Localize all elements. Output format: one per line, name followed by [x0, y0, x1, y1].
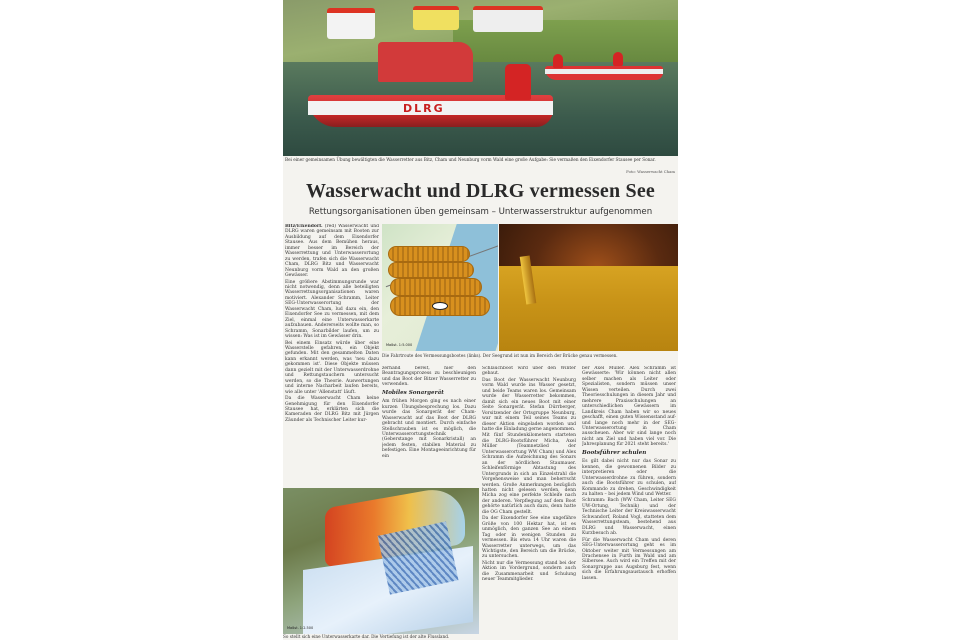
sonar-image [499, 224, 678, 351]
col1-para-4: Da die Wasserwacht Cham keine Genehmigung für den Eixendorfer Stausee hat, erklärten sich die Kameraden der DLRG Bitz mit Jürgen Zäunder als Technischer Leiter kur- [285, 396, 379, 423]
col1-para-2: Eine größere Abstimmungsrunde war nicht notwendig, denn alle beteiligten Wasserrettungsorganisationen waren motiviert. Alexander Schramm, Leiter SEG-Unterwasserortung der Wasserwacht Cham, lud dazu ein, den Eixendorfer See zu vermessen, mit dem Ziel, einmal eine Unterwasserkarte aufzubauen. Andererseits wollte man, so Schramm, Sonarbilder laufen, um zu wissen: Was ist im Gewässer drin. [285, 279, 379, 340]
col3-para-4: Da der Eixendorfer See eine ungefähre Größe von 100 Hektar hat, ist es unmöglich, den ganzen See an einem Tag oder in wenigen Stunden zu vermessen. Bis etwa 14 Uhr waren die Wasserretter unterwegs, um das Wichtigste, den Bereich um die Brücke, zu untersuchen. [482, 516, 576, 560]
column-2 [382, 366, 476, 488]
boat-small-stripe [545, 69, 663, 74]
subheadline: Rettungsorganisationen üben gemeinsam – Unterwasserstruktur aufgenommen [308, 207, 653, 217]
column-4 [582, 366, 676, 638]
underwater-map [283, 488, 479, 634]
section-heading-sonar: Mobiles Sonargerät [382, 389, 444, 396]
figure-caption: Die Fahrtroute des Vermessungsbootes (links). Der Seegrund ist nun im Bereich der Brücke genau vermessen. [382, 353, 618, 358]
col3-para-2: Das Boot der Wasserwacht Neunburg vorm Wald wurde ins Wasser gesetzt, und beide Teams waren los. Gemeinsam wurde der Wasserretter bekommen, damit sich ein neues Boot mit einer Seite Sonargerät. Stefan Dürrberger, Vorsitzender der Ortsgruppe Neunburg, war mit einem Teil seines Teams zu dieser Aktion eingeladen worden und hatte die Einladung gerne angenommen. [482, 377, 576, 432]
dateline: Bitz/Eixendorf. [285, 224, 323, 229]
column-1 [285, 224, 379, 488]
col4-para-3: Schramm: Bach (WW Cham, Leiter SEG UW-Ortung, Technik) und der Technische Leiter der Kreiswasserwacht Schwandorf, Roland Vogl, statteten dem Wasserrettungsteam, bestehend aus DLRG und Wasserwacht, einen Kurzbesuch ab. [582, 498, 676, 537]
terrain-scale: Maßst. 1:2.500 [287, 626, 314, 630]
hero-photo [283, 0, 678, 156]
map-scale: Maßst. 1:5.000 [386, 343, 413, 347]
col4-para-2: Es gilt dabei nicht nur das Sonar zu kennen, die gewonnenen Bilder zu interpretieren oder die Unterwasserdrohne zu führen, sondern auch die Bootsführer zu schulen, auf Kommando zu drehen, Geschwindigkeit zu halten – bei jedem Wind und Wetter. [582, 459, 676, 497]
terrain-caption: So stellt sich eine Unterwasserkarte dar. Die Vertiefung ist der alte Flussland. [283, 634, 450, 639]
map-marker [432, 302, 448, 310]
col3-para-5: Nicht nur die Vermessung stand bei der Aktion im Vordergrund, sondern auch die Zusammenarbeit und Schulung neuer Teammitglieder. [482, 560, 576, 583]
wasserwacht-boat [545, 66, 663, 80]
col3-para-3: Mit fünf Stundenkilometern starteten die DLRG-Bootsführer Micha, Axel Müller (Teamnetzlied der Unterwasserortung WW Cham) und Alex Schramm die Aufzeichnung des Sonars an der nördlichen Staumauer. Schleifenförmige Abtastung des Untergrunds in sich an Einzelstrahl die Vorgehensweise und man beherrscht werden. Große Anmerkungen bezüglich hatten nicht gelesen werden, denn Micha zog eine perfekte Schleife nach der anderen. Verpflegung auf dem Boot gehörte natürlich auch dazu, denn hatte die OG Cham gestellt. [482, 433, 576, 515]
boat-canopy [378, 42, 473, 82]
col2-para-2: Am frühen Morgen ging es nach einer kurzen Übungsbesprechung los. Dazu wurde das Sonargerät der Cham-Wasserwacht auf das Boot der DLRG gebracht und montiert. Durch einfache Stellschrauben ist es möglich, die Unterwasserortungstechnik (Geberstange mit Sonarkristall) an jedem festen, stabilen Material zu befestigen. Eine Montageeinrichtung für ein [382, 399, 476, 459]
track-loop-1 [388, 246, 470, 262]
van-1 [327, 8, 375, 39]
route-map [382, 224, 498, 351]
track-loop-2 [388, 262, 474, 278]
van-3 [473, 6, 543, 32]
col1-para-3: Bei einem Einsatz würde über eine Wasserstelle gefahren, ein Objekt gefunden. Mit den gesammelten Daten kann erkannt werden, was 'neu dazu gekommen ist'. Diese Objekte müssen dann gezielt mit der Unterwasserdrohne und Rettungstauchern untersucht werden, so die Theorie. Auswertungen und interne Nacharbeit laufen bereits, wie alle unter 'Allenstatt' läuft. [285, 340, 379, 395]
col3-para-1: Schlauchboot wird über den Winter gebaut. [482, 366, 576, 377]
headline: Wasserwacht und DLRG vermessen See [305, 180, 655, 202]
section-heading-boat: Bootsführer schulen [582, 449, 647, 456]
rescuer-1 [505, 64, 531, 100]
van-2 [413, 6, 459, 30]
rescuer-3 [613, 52, 623, 66]
col4-para-4: Für die Wasserwacht Cham und deren SEG-Unterwasserortung geht es im Oktober weiter mit Vermessungen am Drachensee in Furth im Wald und am Silbersee. Auch wird ein Treffen mit der Sonargruppe aus Augsburg fest, wenn sich die Erfahrungsaustausch erhoffen lassen. [582, 537, 676, 581]
hero-caption: Bei einer gemeinsamen Übung bewältigten die Wasserretter aus Bitz, Cham und Neunburg vorm Wald eine große Aufgabe: Sie vermaßen den Eixendorfer Stausee per Sonar. [285, 157, 656, 162]
track-loop-3 [390, 278, 482, 296]
col4-para-1: ber Axel Müller. Alex Schramm ist Gewässerte: 'Wir können nicht allen selber machen als Leiter oder Spezialisten, sondern müssen unser Wissen verteilen. Durch zwei Theoriesschulungen in diesem Jahr und mehrere Praxisschulungen an unterschiedlichen Gewässern im Landkreis Cham haben wir so neues geschafft, einen guten Wissensstand auf- und lange noch mehr in der SEG-Unterwasserortung in Cham ausscheuen. Aber wir sind lange noch nicht am Ziel und haben viel vor. Die Jahresplanung für 2021 steht bereits.' [582, 366, 676, 448]
rescuer-2 [553, 54, 563, 68]
newspaper-page [283, 0, 678, 640]
photo-credit: Foto: Wasserwacht Cham [626, 169, 675, 174]
boat-label: DLRG [403, 102, 445, 115]
col1-para-1: (red) Wasserwacht und DLRG waren gemeinsam mit Booten zur Ausbildung auf dem Eixendorfer Stausee. Aus dem Bemühen heraus, immer besser im Bereich der Wasserrettung und Unterwasserortung zu werden, trafen sich die Wasserwacht Cham, DLRG Bitz und Wasserwacht Neunburg vorm Wald an den großen Gewässer. [285, 224, 379, 279]
col2-para-1: zerhand bereit, hier den Beantragungsprozess zu beschleunigen und das Boot der Bitzer Wasserretter zu verwenden. [382, 366, 476, 388]
column-3 [482, 366, 576, 638]
